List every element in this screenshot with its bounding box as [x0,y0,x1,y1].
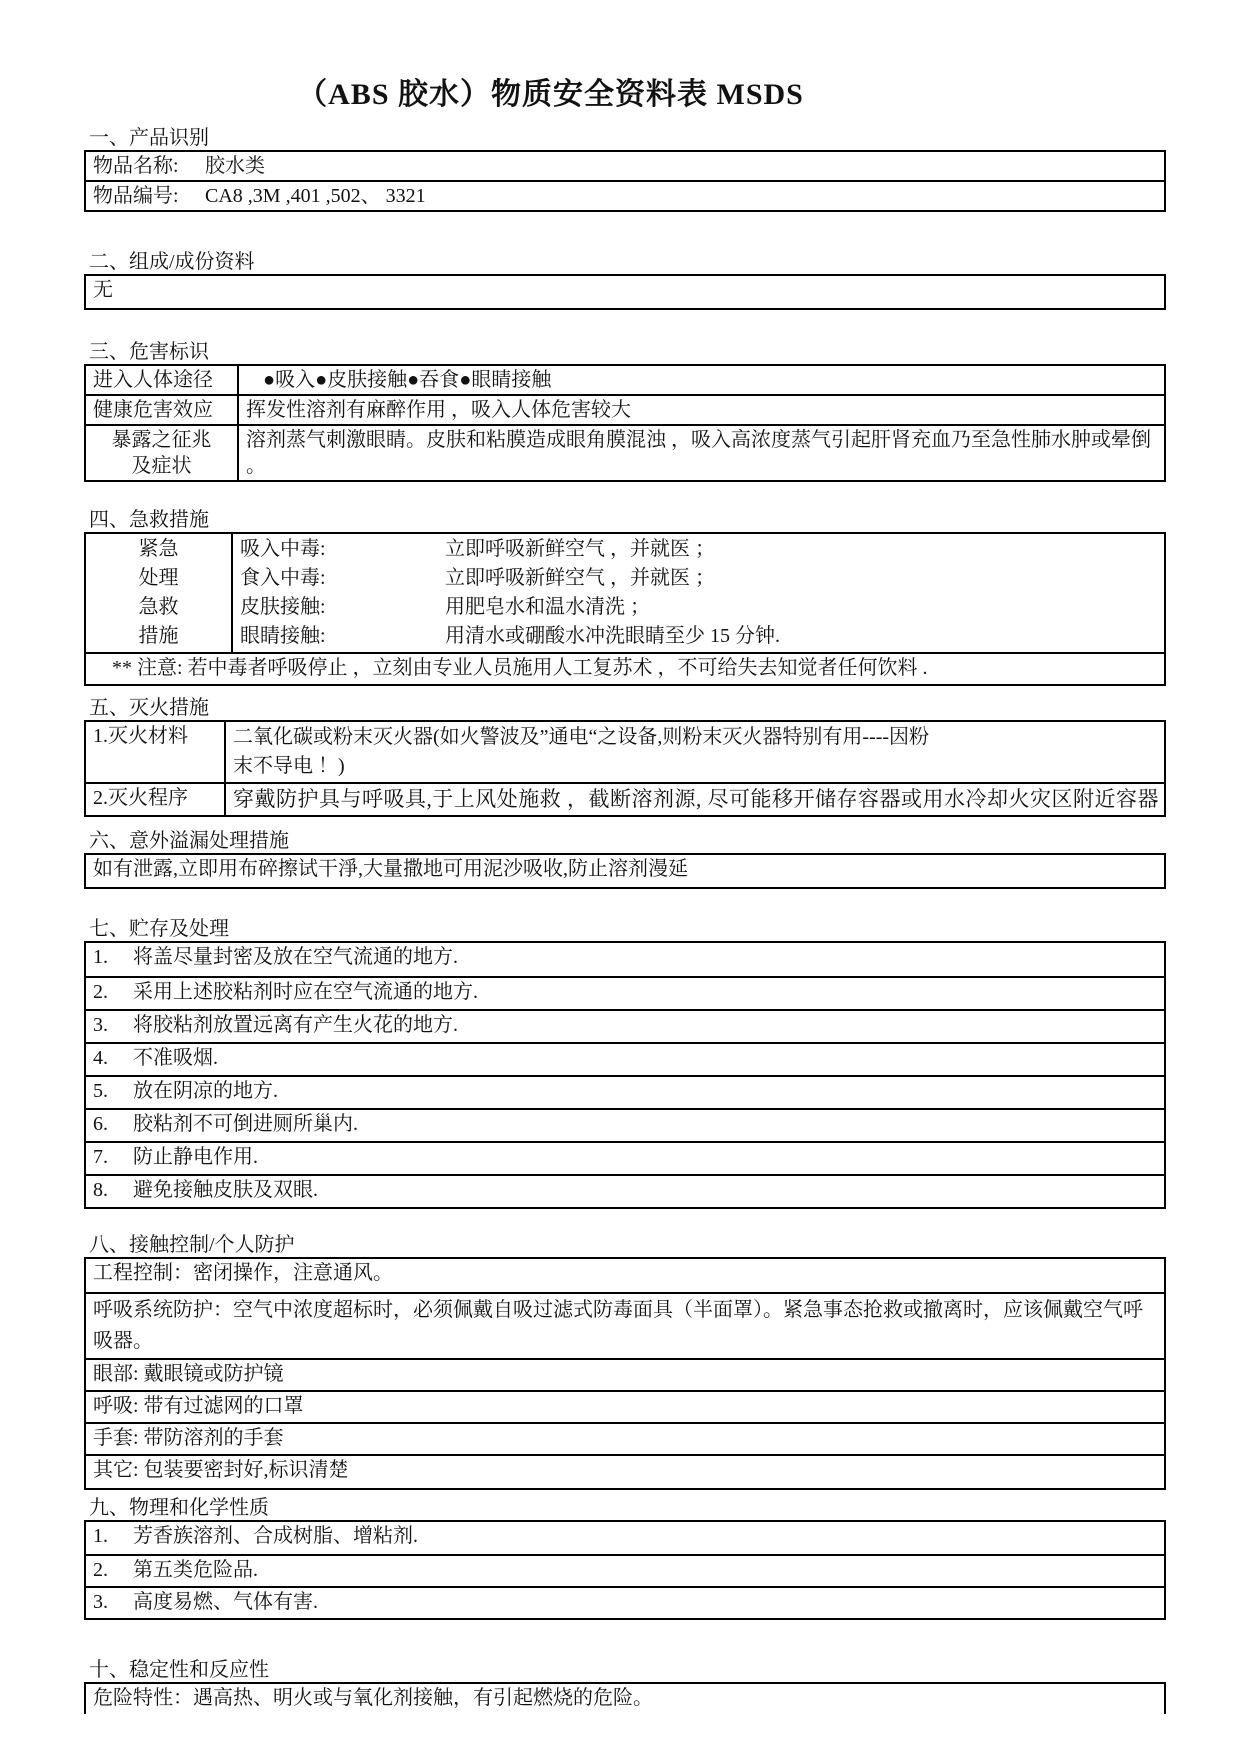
exposure-symptoms-label: 暴露之征兆 及症状 [86,426,239,480]
first-aid-note: ** 注意: 若中毒者呼吸停止 ，立刻由专业人员施用人工复苏术 ，不可给失去知觉者任何饮料 . [112,657,928,679]
product-number-label: 物品编号: [93,185,179,207]
property-row: 2. 第五类危险品. [86,1554,1164,1586]
product-identification-table [84,150,1166,212]
storage-handling-table [84,941,1166,1209]
storage-rule-row: 4. 不准吸烟. [86,1042,1164,1075]
section-heading-fire-fighting: 五、灭火措施 [89,697,209,719]
exposure-controls-table [84,1257,1166,1490]
composition-value: 无 [93,279,113,301]
storage-rule-row: 5. 放在阴凉的地方. [86,1075,1164,1108]
first-aid-skin-contact: 皮肤接触: 用肥皂水和温水清洗 ； [240,596,650,618]
table-row-extinguishing-media [86,722,1164,782]
first-aid-instructions [233,534,1164,652]
storage-rule-row: 8. 避免接触皮肤及双眼. [86,1174,1164,1207]
stability-reactivity-table [84,1682,1166,1714]
hazard-characteristics-value: 危险特性：遇高热、明火或与氧化剂接触，有引起燃烧的危险。 [93,1687,653,1709]
table-row-first-aid-note [86,652,1164,684]
spill-handling-value: 如有泄露,立即用布碎擦试干淨,大量撒地可用泥沙吸收,防止溶剂漫延 [93,858,688,880]
storage-rule-row: 1. 将盖尽量封密及放在空气流通的地方. [93,946,458,968]
document-content [84,126,1166,1714]
product-name-value: 胶水类 [205,155,265,177]
table-row-product-number [86,180,1164,210]
table-row-product-name [86,152,1164,180]
section-heading-composition: 二、组成/成份资料 [89,251,255,273]
first-aid-ingestion: 食入中毒: 立即呼吸新鲜空气 ，并就医 ； [240,567,715,589]
section-heading-first-aid: 四、急救措施 [89,509,209,531]
row-respiratory-protection: 呼吸系统防护：空气中浓度超标时，必须佩戴自吸过滤式防毒面具（半面罩）。紧急事态抢救或撤离时，应该佩戴空气呼吸器。 [86,1292,1164,1358]
product-name-label: 物品名称: [93,155,179,177]
document-title: （ABS 胶水）物质安全资料表 MSDS [297,78,804,111]
row-gloves: 手套: 带防溶剂的手套 [86,1422,1164,1454]
property-row: 1. 芳香族溶剂、合成树脂、增粘剂. [93,1525,418,1547]
property-row: 3. 高度易燃、气体有害. [86,1586,1164,1618]
extinguishing-media-label: 1.灭火材料 [86,722,226,782]
table-row-entry-routes [86,366,1164,394]
exposure-symptoms-value: 溶剂蒸气刺激眼睛。皮肤和粘膜造成眼角膜混浊 ，吸入高浓度蒸气引起肝肾充血乃至急性肺水肿或晕倒 。 [246,429,1151,477]
section-heading-hazard-identification: 三、危害标识 [89,341,209,363]
health-effects-label: 健康危害效应 [86,396,239,424]
entry-routes-label: 进入人体途径 [86,366,239,394]
extinguishing-media-value: 二氧化碳或粉末灭火器(如火警波及”通电“之设备,则粉末灭火器特别有用----因粉 末不导电 ！) [233,726,930,777]
spill-handling-table [84,853,1166,889]
section-heading-stability-reactivity: 十、稳定性和反应性 [89,1659,269,1681]
row-engineering-controls: 工程控制：密闭操作，注意通风。 [93,1262,393,1284]
row-breathing-mask: 呼吸: 带有过滤网的口罩 [86,1390,1164,1422]
section-heading-storage-handling: 七、贮存及处理 [89,918,229,940]
health-effects-value: 挥发性溶剂有麻醉作用 ，吸入人体危害较大 [246,399,631,421]
first-aid-eye-contact: 眼睛接触: 用清水或硼酸水冲洗眼睛至少 15 分钟. [240,625,780,647]
storage-rule-row: 7. 防止静电作用. [86,1141,1164,1174]
first-aid-side-label: 紧急 处理 急救 措施 [86,534,233,652]
table-row-health-effects [86,394,1164,424]
first-aid-inhalation: 吸入中毒: 立即呼吸新鲜空气 ，并就医 ； [240,538,715,560]
fire-procedure-value: 穿戴防护具与呼吸具,于上风处施救 ，截断溶剂源, 尽可能移开储存容器或用水冷却火灾区附近容器 [233,787,1159,811]
storage-rule-row: 6. 胶粘剂不可倒进厕所巢内. [86,1108,1164,1141]
composition-table [84,274,1166,310]
section-heading-spill-handling: 六、意外溢漏处理措施 [89,830,289,852]
hazard-identification-table [84,364,1166,482]
row-other-protection: 其它: 包装要密封好,标识清楚 [86,1454,1164,1488]
section-heading-physical-chemical: 九、物理和化学性质 [89,1497,269,1519]
table-row-composition [86,276,1164,308]
row-hazard-characteristics [86,1684,1164,1714]
storage-rule-row: 2. 采用上述胶粘剂时应在空气流通的地方. [86,976,1164,1009]
table-row-exposure-symptoms [86,424,1164,480]
table-row-fire-procedure [86,782,1164,815]
physical-chemical-table [84,1520,1166,1620]
section-heading-product-identification: 一、产品识别 [89,127,209,149]
table-row-spill-handling [86,855,1164,887]
first-aid-table [84,532,1166,686]
fire-fighting-table [84,720,1166,817]
storage-rule-row: 3. 将胶粘剂放置远离有产生火花的地方. [86,1009,1164,1042]
fire-procedure-label: 2.灭火程序 [86,784,226,815]
product-number-value: CA8 ,3M ,401 ,502、 3321 [205,185,426,207]
table-row-first-aid-measures [86,534,1164,652]
entry-routes-value: ●吸入●皮肤接触●吞食●眼睛接触 [263,369,552,391]
row-eye-protection: 眼部: 戴眼镜或防护镜 [86,1358,1164,1390]
section-heading-exposure-controls: 八、接触控制/个人防护 [89,1234,295,1256]
